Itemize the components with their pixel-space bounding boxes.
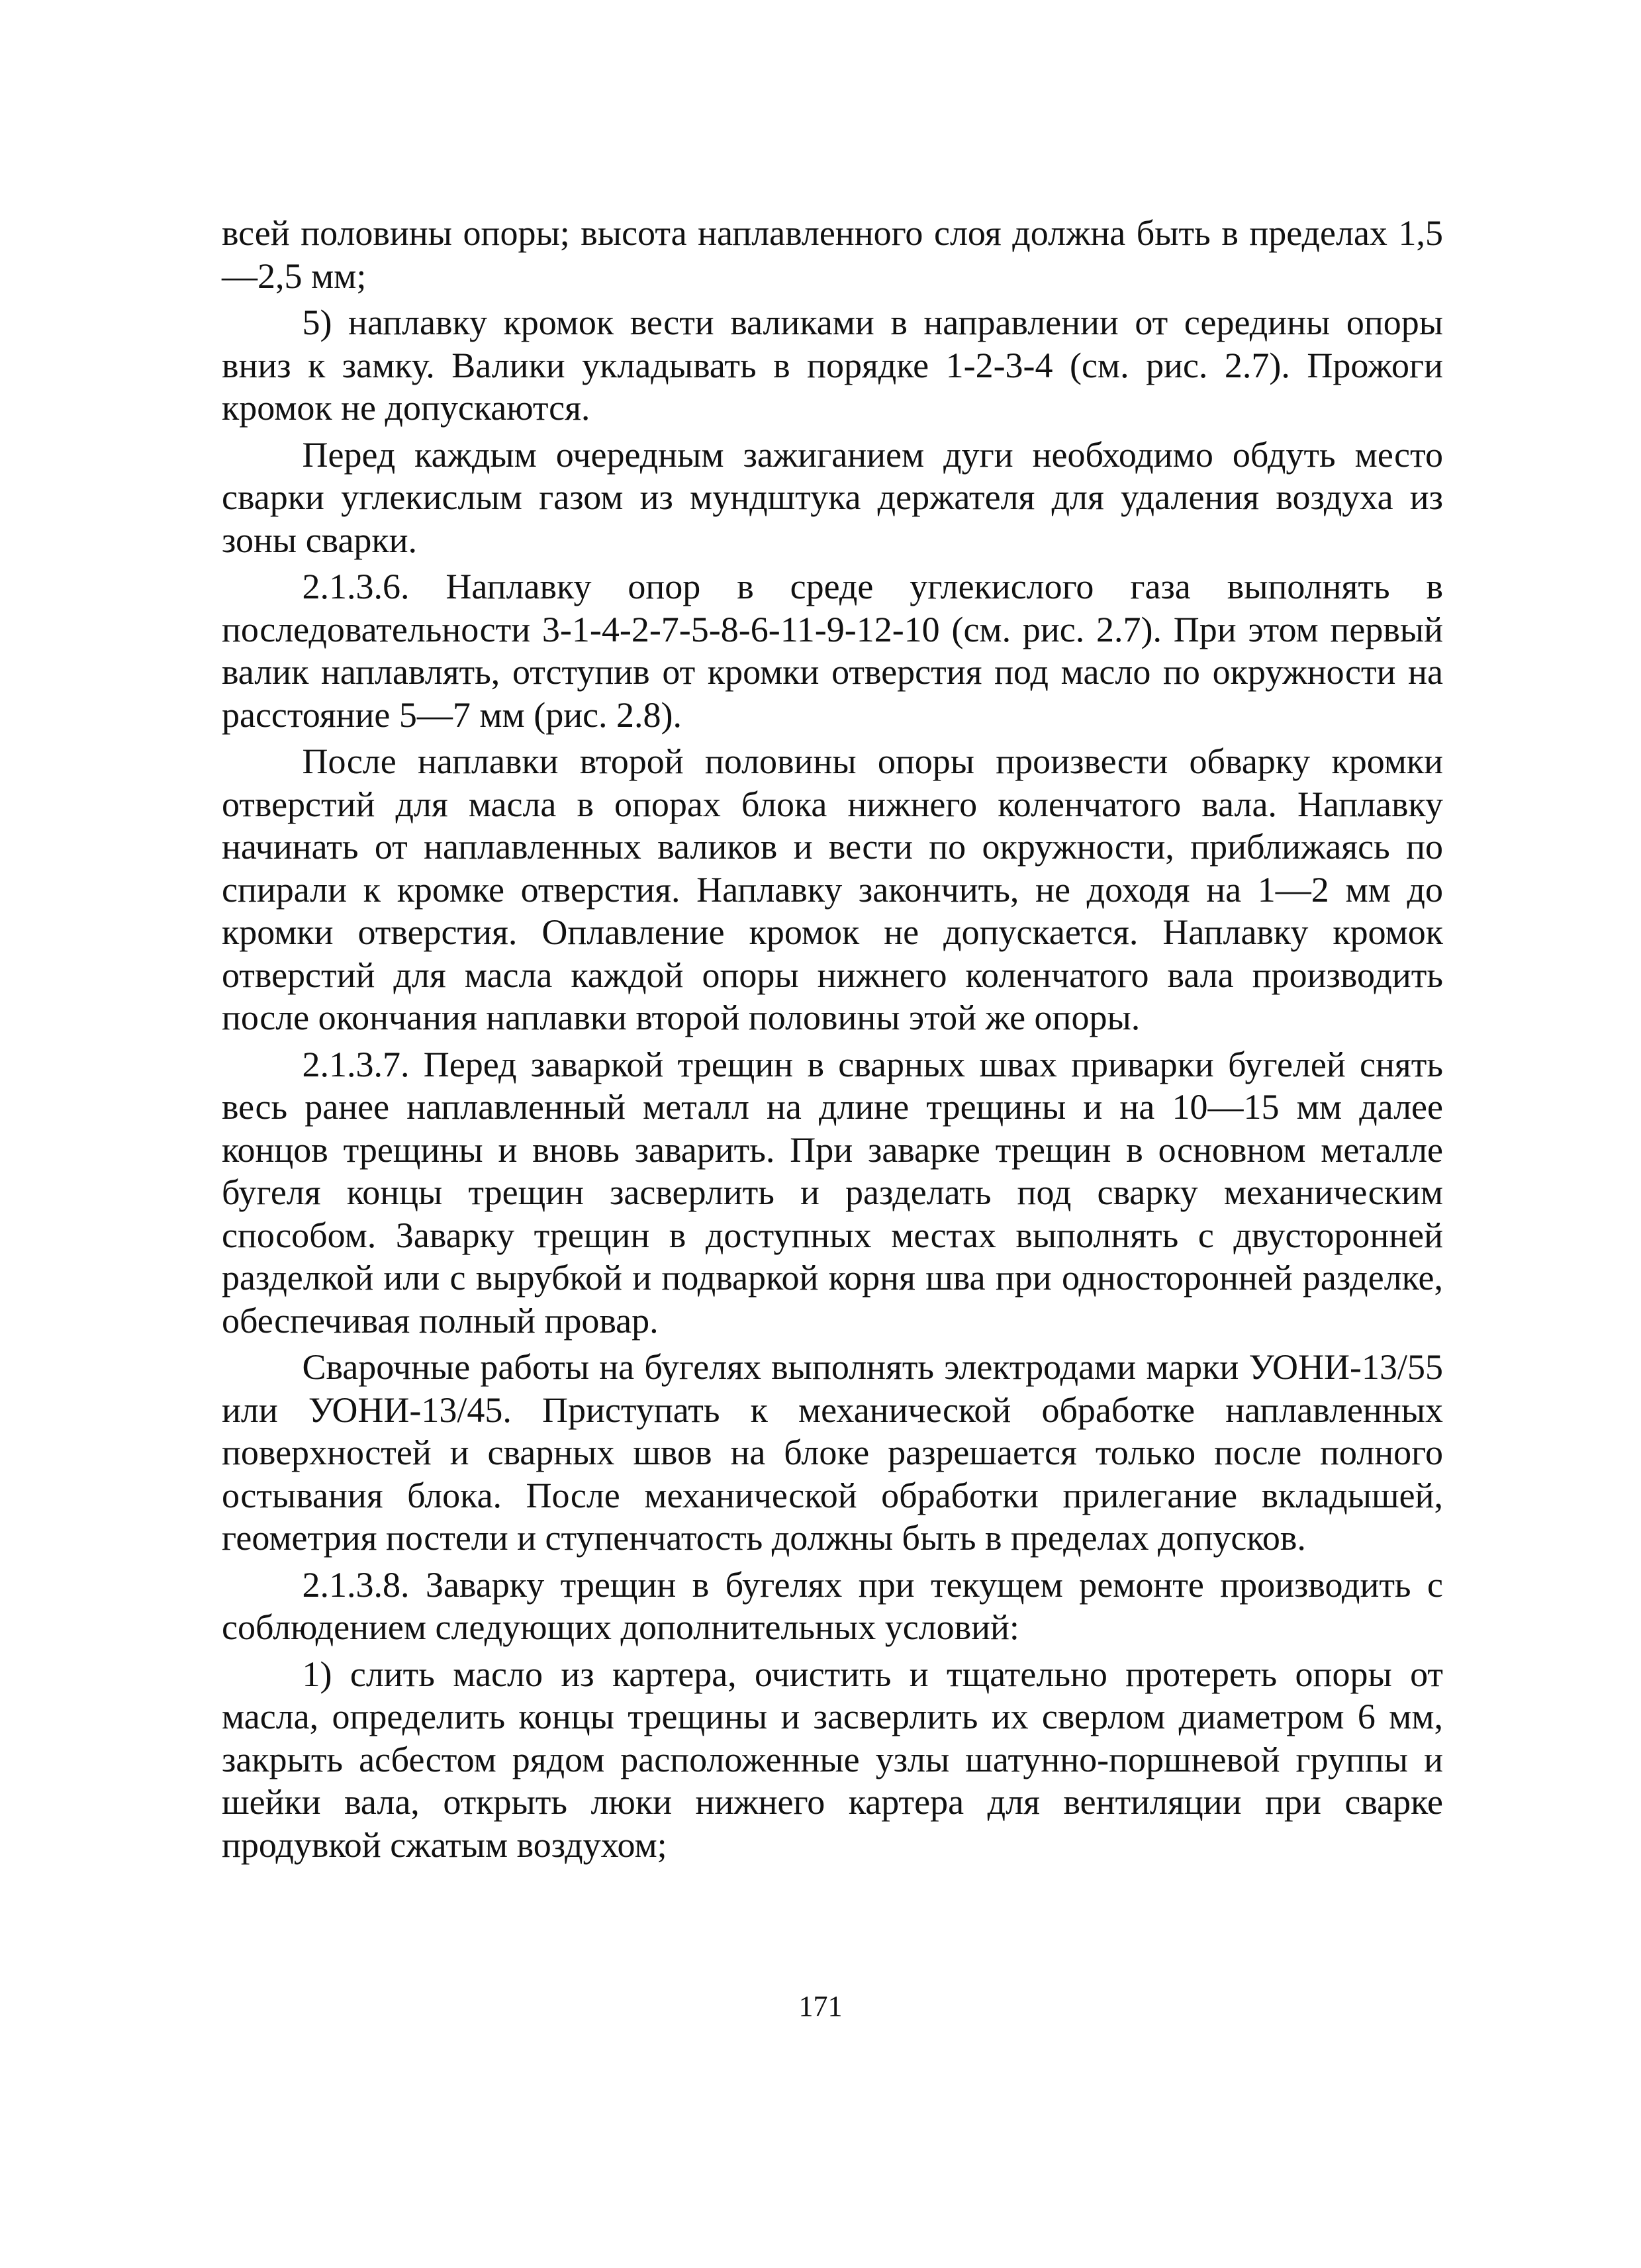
page-number: 171: [798, 1990, 843, 2022]
paragraph-item-5: 5) наплавку кромок вести валиками в направлении от середины опоры вниз к замку. Валики укладывать в порядке 1-2-3-4 (см. рис. 2.7). Прожоги кромок не допускаются.: [222, 303, 1443, 428]
paragraph-item-1: 1) слить масло из картера, очистить и тщательно протереть опоры от масла, определить концы трещины и засверлить их сверлом диаметром 6 мм, закрыть асбестом рядом расположенные узлы шатунно-поршневой группы и шейки вала, открыть люки нижнего картера для вентиляции при сварке продувкой сжатым воздухом;: [222, 1654, 1443, 1865]
paragraph-2-1-3-7: 2.1.3.7. Перед заваркой трещин в сварных швах приварки бугелей снять весь ранее наплавленный металл на длине трещины и на 10—15 мм далее концов трещины и вновь заварить. При заварке трещин в основном металле бугеля концы трещин засверлить и разделать под сварку механическим способом. Заварку трещин в доступных местах выполнять с двусторонней разделкой или с вырубкой и подваркой корня шва при односторонней разделке, обеспечивая полный провар.: [222, 1044, 1443, 1341]
paragraph-2-1-3-8: 2.1.3.8. Заварку трещин в бугелях при текущем ремонте производить с соблюдением следующих дополнительных условий:: [222, 1564, 1443, 1647]
paragraph-oil-holes: После наплавки второй половины опоры произвести обварку кромки отверстий для масла в опорах блока нижнего коленчатого вала. Наплавку начинать от наплавленных валиков и вести по окружности, приближаясь по спирали к кромке отверстия. Наплавку закончить, не доходя на 1—2 мм до кромки отверстия. Оплавление кромок не допускается. Наплавку кромок отверстий для масла каждой опоры нижнего коленчатого вала производить после окончания наплавки второй половины этой же опоры.: [222, 741, 1443, 1037]
paragraph-continuation: всей половины опоры; высота наплавленного слоя должна быть в пределах 1,5—2,5 мм;: [222, 213, 1443, 296]
paragraph-electrodes: Сварочные работы на бугелях выполнять электродами марки УОНИ-13/55 или УОНИ-13/45. Приступать к механической обработке наплавленных поверхностей и сварных швов на блоке разрешается только после полного остывания блока. После механической обработки прилегание вкладышей, геометрия постели и ступенчатость должны быть в пределах допусков.: [222, 1347, 1443, 1558]
document-page: [222, 212, 1443, 1870]
paragraph-gas-purge: Перед каждым очередным зажиганием дуги необходимо обдуть место сварки углекислым газом из мундштука держателя для удаления воздуха из зоны сварки.: [222, 434, 1443, 560]
paragraph-2-1-3-6: 2.1.3.6. Наплавку опор в среде углекислого газа выполнять в последовательности 3-1-4-2-7-5-8-6-11-9-12-10 (см. рис. 2.7). При этом первый валик наплавлять, отступив от кромки отверстия под масло по окружности на расстояние 5—7 мм (рис. 2.8).: [222, 567, 1443, 735]
